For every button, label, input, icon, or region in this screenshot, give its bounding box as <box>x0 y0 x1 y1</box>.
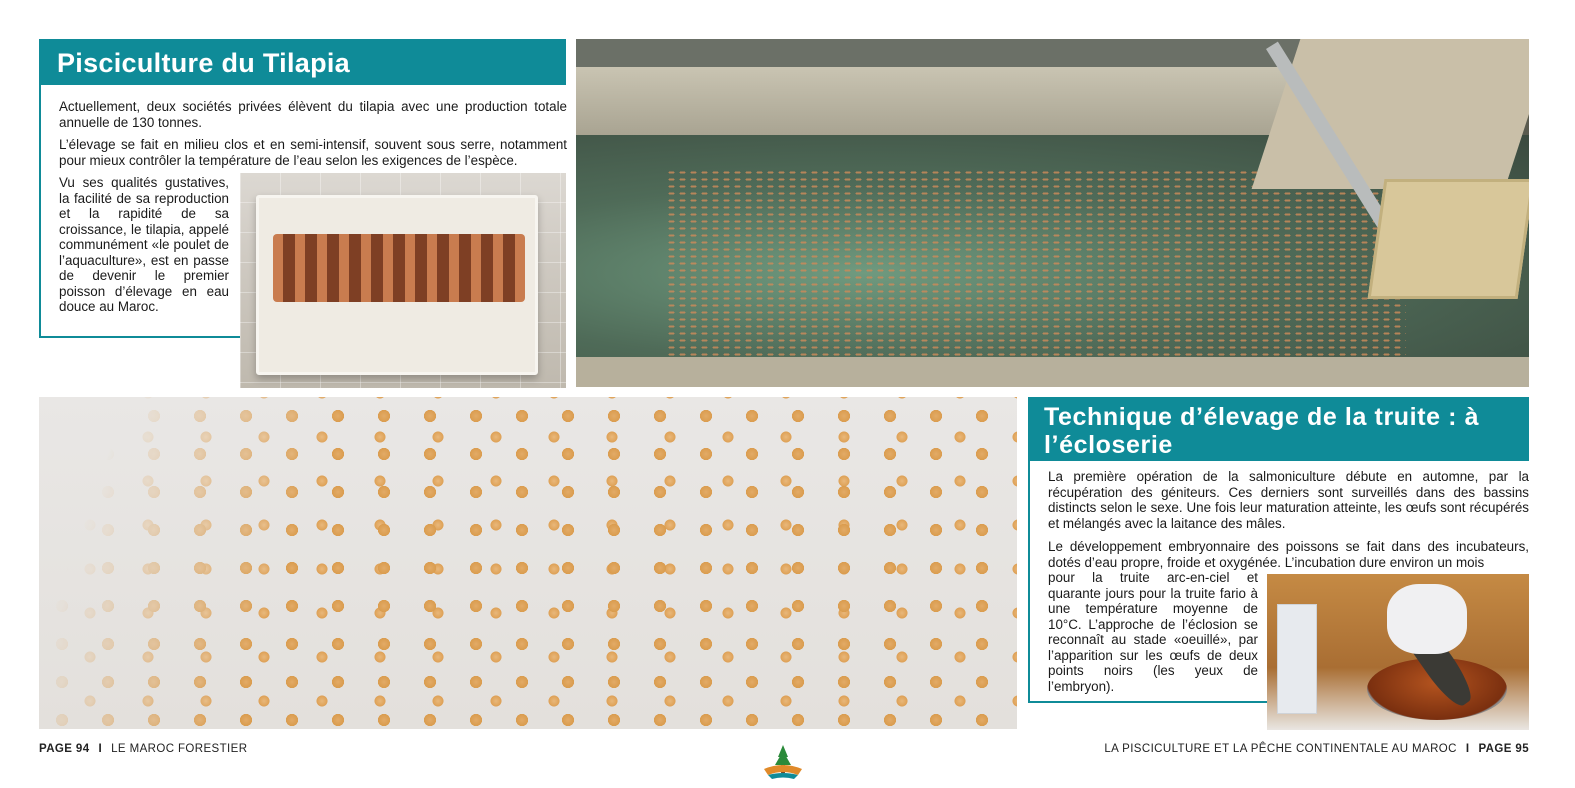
tank-wall <box>576 67 1336 137</box>
larvae-eggs <box>39 397 1017 729</box>
tilapia-crate-photo <box>240 173 566 388</box>
book-title: LE MAROC FORESTIER <box>111 743 248 755</box>
tilapia-paragraph-3: Vu ses qualités gustatives, la facilité de sa reproduction et la rapidité de sa croissance, le tilapia, appelé communément «le poulet de l’aquaculture», est en passe de devenir le premier poisson d’élevage en eau douce au Maroc. <box>59 175 229 314</box>
incubator-jar <box>1277 604 1317 714</box>
tilapia-paragraph-1: Actuellement, deux sociétés privées élèvent du tilapia avec une production totale annuelle de 130 tonnes. <box>59 99 567 130</box>
footer-right <box>1104 743 1529 755</box>
trout-section-title: Technique d’élevage de la truite : à l’écloserie <box>1030 399 1529 461</box>
footer-left <box>39 743 247 755</box>
trout-larvae-photo <box>39 397 1017 729</box>
hatchery-stripping-photo <box>1267 574 1529 730</box>
crate <box>256 195 538 375</box>
footer-separator: I <box>1465 743 1470 755</box>
page-number-right: PAGE 95 <box>1478 743 1529 755</box>
trout-paragraph-2-top: Le développement embryonnaire des poissons se fait dans des incubateurs, dotés d’eau propre, froide et oxygénée. L’incubation dure environ un mois <box>1048 539 1529 570</box>
wooden-tray <box>1368 179 1529 299</box>
tank-rim <box>576 357 1529 387</box>
fish-in-crate <box>273 234 525 302</box>
trout-paragraph-2-bottom: pour la truite arc-en-ciel et quarante jours pour la truite fario à une température moyenne de 10°C. L’approche de l’éclosion se reconnaît au stade «oeuillé», par l’apparition sur les œufs de deux points noirs (les yeux de l’embryon). <box>1048 570 1258 694</box>
footer-separator: I <box>98 743 103 755</box>
fish-tank-photo <box>576 39 1529 387</box>
tilapia-paragraph-2: L’élevage se fait en milieu clos et en semi-intensif, souvent sous serre, notamment pour mieux contrôler la température de l’eau selon les exigences de l’espèce. <box>59 137 567 168</box>
trout-paragraph-1: La première opération de la salmoniculture débute en automne, par la récupération des géniteurs. Ces derniers sont surveillés dans des bassins distincts selon le sexe. Une fois leur maturation atteinte, les œufs sont récupérés et mélangés avec la laitance des mâles. <box>1048 469 1529 531</box>
chapter-title: LA PISCICULTURE ET LA PÊCHE CONTINENTALE AU MAROC <box>1104 743 1457 755</box>
glove <box>1387 584 1467 654</box>
tree-logo-icon <box>760 743 806 781</box>
walkway <box>1252 39 1529 189</box>
tilapia-section-title: Pisciculture du Tilapia <box>41 41 566 85</box>
page-number-left: PAGE 94 <box>39 743 90 755</box>
tilapia-school <box>666 169 1406 369</box>
